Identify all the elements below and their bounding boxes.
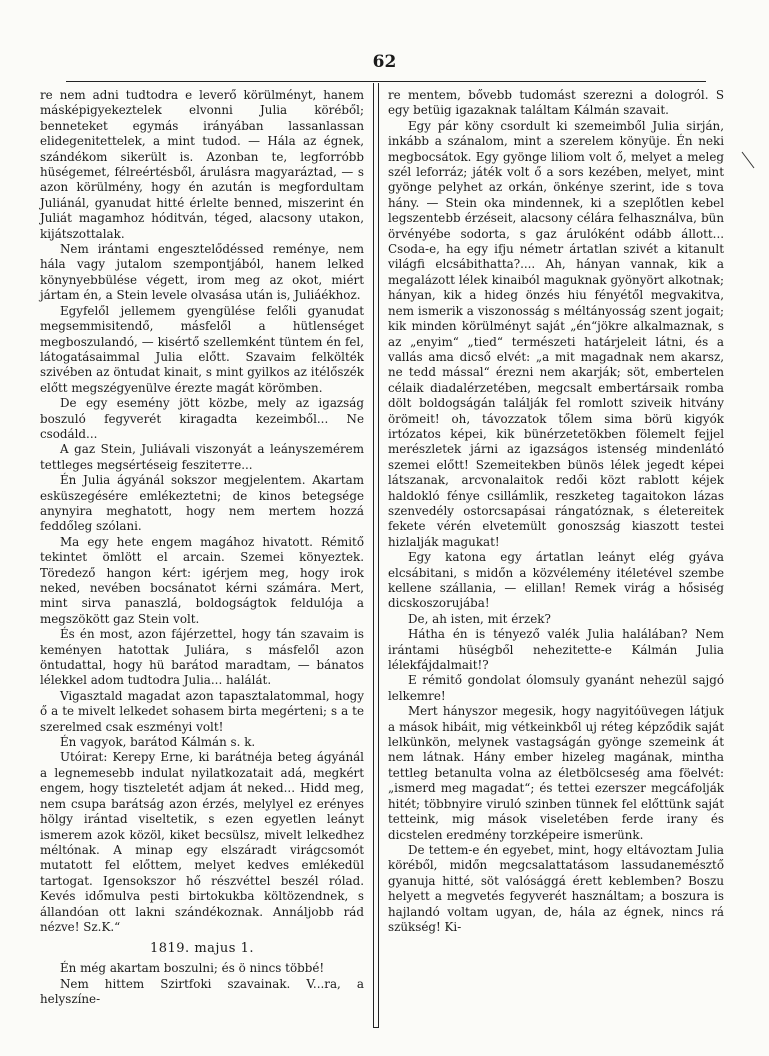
right-paragraph: Hátha én is tényező valék Julia halálában? Nem irántami hüségből nehezitette-e Kálmán Julia lélekfájdalmait!? [388, 627, 724, 673]
left-paragraph: re nem adni tudtodra e leverő körülményt, hanem másképigyekeztelek elvonni Julia köréből; benneteket egymás irányában lassanlassan elidegenitettelek, a mint tudod. — Hála az égnek, szándékom sikerült is. Azonban te, legforróbb hüségemet, félreértésből, árulásra magyaráztad, — s azon körülmény, hogy én azután is megfordultam Juliánál, gyanudat hitté érlelte benned, miszerint én Juliát magamhoz hóditván, téged, alacsony utakon, kijátszottalak. [40, 88, 364, 241]
page-number: 62 [372, 52, 397, 72]
right-column [388, 88, 724, 935]
right-paragraph: re mentem, bővebb tudomást szerezni a dologról. S egy betüig igazaknak találtam Kálmán szavait. [388, 88, 724, 118]
left-paragraph: Ma egy hete engem magához hivatott. Rémitő tekintet ömlött el arcain. Szemei könyeztek. Töredező hangon kért: igérjem meg, hogy irok neked, nevében bocsánatot kérni számára. Mert, mint sirva panaszlá, boldogságtok feldulója a megszökött gaz Stein volt. [40, 534, 364, 626]
left-paragraph: Én vagyok, barátod Kálmán s. k. [60, 735, 256, 750]
left-paragraph: Én még akartam boszulni; és ö nincs többé! [60, 961, 325, 976]
left-paragraph: Egyfelől jellemem gyengülése felőli gyanudat megsemmisitendő, másfelől a hütlenséget megboszulandó, — kisértő szellemként tüntem én fel, látogatásaimmal Julia előtt. Szavaim felkölték szivében az öntudat kinait, s mint gyilkos az itélőszék előtt megszégyenülve érezte magát körömben. [40, 303, 364, 395]
right-paragraph: Mert hányszor megesik, hogy nagyitóüvegen látjuk a mások hibáit, mig vétkeinkből uj réteg képződik saját lelkünkön, melynek vastagságán gyönge szemeink át nem látnak. Hány ember hizeleg magának, mintha tettleg betanulta volna az életbölcseség ama föelvét: „ismerd meg magadat“; és tettei ezerszer megcáfolják hitét; többnyire viruló szinben tünnek fel előttünk saját tetteink, mig mások viseletében ferde irany és dicstelen eredmény torzképeire ismerünk. [388, 704, 724, 842]
left-paragraph: Nem irántami engesztelődéssed reménye, nem hála vagy jutalom szempontjából, hanem lelked könynyebbülése végett, irom meg az okot, miért jártam én, a Stein levele olvasása után is, Juliáékhoz. [40, 242, 364, 303]
left-paragraph: Nem hittem Szirtfoki szavainak. V...ra, a helyszíne- [40, 976, 364, 1007]
left-paragraph: A gaz Stein, Juliávali viszonyát a leányszemérem tettleges megsértéseig fesziteтте... [40, 442, 364, 472]
left-paragraph: És én most, azon fájérzettel, hogy tán szavaim is keményen hatottak Juliára, s másfelől azon öntudattal, hogy hü barátod maradtam, — bánatos lélekkel adom tudtodra Julia... halálát. [40, 627, 364, 688]
right-paragraph: Egy pár köny csordult ki szemeimből Julia sirján, inkább a szánalom, mint a szerelem könyüje. Én neki megbocsátok. Egy gyönge liliom volt ő, melyet a meleg szél leforráz; játék volt ő a sors kezében, melyet, mint gyönge pelyhet az orkán, önkénye szerint, ide s tova hány. — Stein oka mindennek, ki a szeplőtlen kebel legszentebb érzéseit, alacsony célára felhasználva, bün örvényébe sodorta, s gaz árulóként odább állott... Csoda-e, ha egy ifju németr ártatlan szivét a kitanult világfi elcsábithatta?.... Ah, hányan vannak, kik a megalázott lélek kinaiból maguknak gyönyört alkotnak; hányan, kik a hideg önzés hiu fényétől megvakitva, nem ismerik a viszonosság s méltányosság szent jogait; kik minden körülményt saját „én“jökre alkalmaznak, s az „enyim“ „tied“ természeti határjeleit látni, és a vallás ama dicső elvét: „a mit magadnak nem akarsz, ne tedd mással“ érezni nem akarják; söt, embertelen célaik diadalérzetében, megcsalt embertársaik romba dölt boldogságán találják fel romlott sziveik hitvány örömeit! oh, távozzatok tőlem sima börü kigyók irtózatos képei, kik bünérzetetökben fölemelt fejjel merészletek járni az igazságos istenség mindenlátó szemei előtt! Szemeitekben bünös lélek jegedt képei látszanak, arcvonalaitok redői közt rablott kéjek haldokló fénye csillámlik, reszketeg tagaitokon lázas szenvedély ostorcsapásai rángatóznak, s életereitek fekete vérén elvetemült gonoszság kiaszott testei hizlalják magukat! [388, 118, 724, 549]
right-paragraph: De tettem-e én egyebet, mint, hogy eltávoztam Julia köréből, midőn megcsalattatásom lassudanemésztő gyanuja hitté, söt valósággá érett keblemben? Boszu helyett a megvetés fegyverét használtam; a boszura is hajlandó voltam ugyan, de, hála az égnek, nincs rá szükség! Ki- [388, 842, 724, 934]
right-paragraph: Egy katona egy ártatlan leányt elég gyáva elcsábitani, s midőn a közvélemény itéletével szembe kellene szállania, — elillan! Remek virág a hősiség dicskoszorujába! [388, 550, 724, 611]
divider-foot [373, 1027, 379, 1028]
left-column [40, 88, 364, 1008]
left-date-heading: 1819. majus 1. [149, 941, 255, 957]
margin-mark-icon [741, 150, 755, 170]
left-paragraph: Vigasztald magadat azon tapasztalatommal, hogy ő a te mivelt lelkedet sohasem birta megérteni; s a te szerelmed csak eszményi volt! [40, 688, 364, 734]
left-paragraph: De egy esemény jött közbe, mely az igazság boszuló fegyverét kiragadta kezeimből... Ne csodáld... [40, 396, 364, 441]
header-rule [66, 81, 706, 82]
left-paragraph: Én Julia ágyánál sokszor megjelentem. Akartam esküszegésére emlékeztetni; de kinos betegsége anynyira meghatott, hogy nem mertem hozzá feddőleg szólani. [40, 473, 364, 534]
column-divider [373, 83, 379, 1027]
right-paragraph: E rémitő gondolat ólomsuly gyanánt nehezül sajgó lelkemre! [388, 673, 724, 703]
left-paragraph: Utóirat: Kerepy Erne, ki barátnéja beteg ágyánál a legnemesebb indulat nyilatkozatait adá, megkért engem, hogy tiszteletét adjam át neked... Hidd meg, nem csupa barátság azon érzés, melylyel ez erényes hölgy irántad viseltetik, s ezen egyetlen leányt ismerem azok közöl, kiket becsülsz, mivelt lelkedhez méltónak. A minap egy elszáradt virágcsomót mutatott fel előttem, melyet kedves emlékedül tartogat. Igensokszor hő részvéttel beszél rólad. Kevés időmulva pesti birtokukba költözendnek, s állandóan ott lakni szándékoznak. Annáljobb rád nézve! Sz.K.“ [40, 750, 364, 934]
right-paragraph: De, ah isten, mit érzek? [408, 611, 551, 626]
